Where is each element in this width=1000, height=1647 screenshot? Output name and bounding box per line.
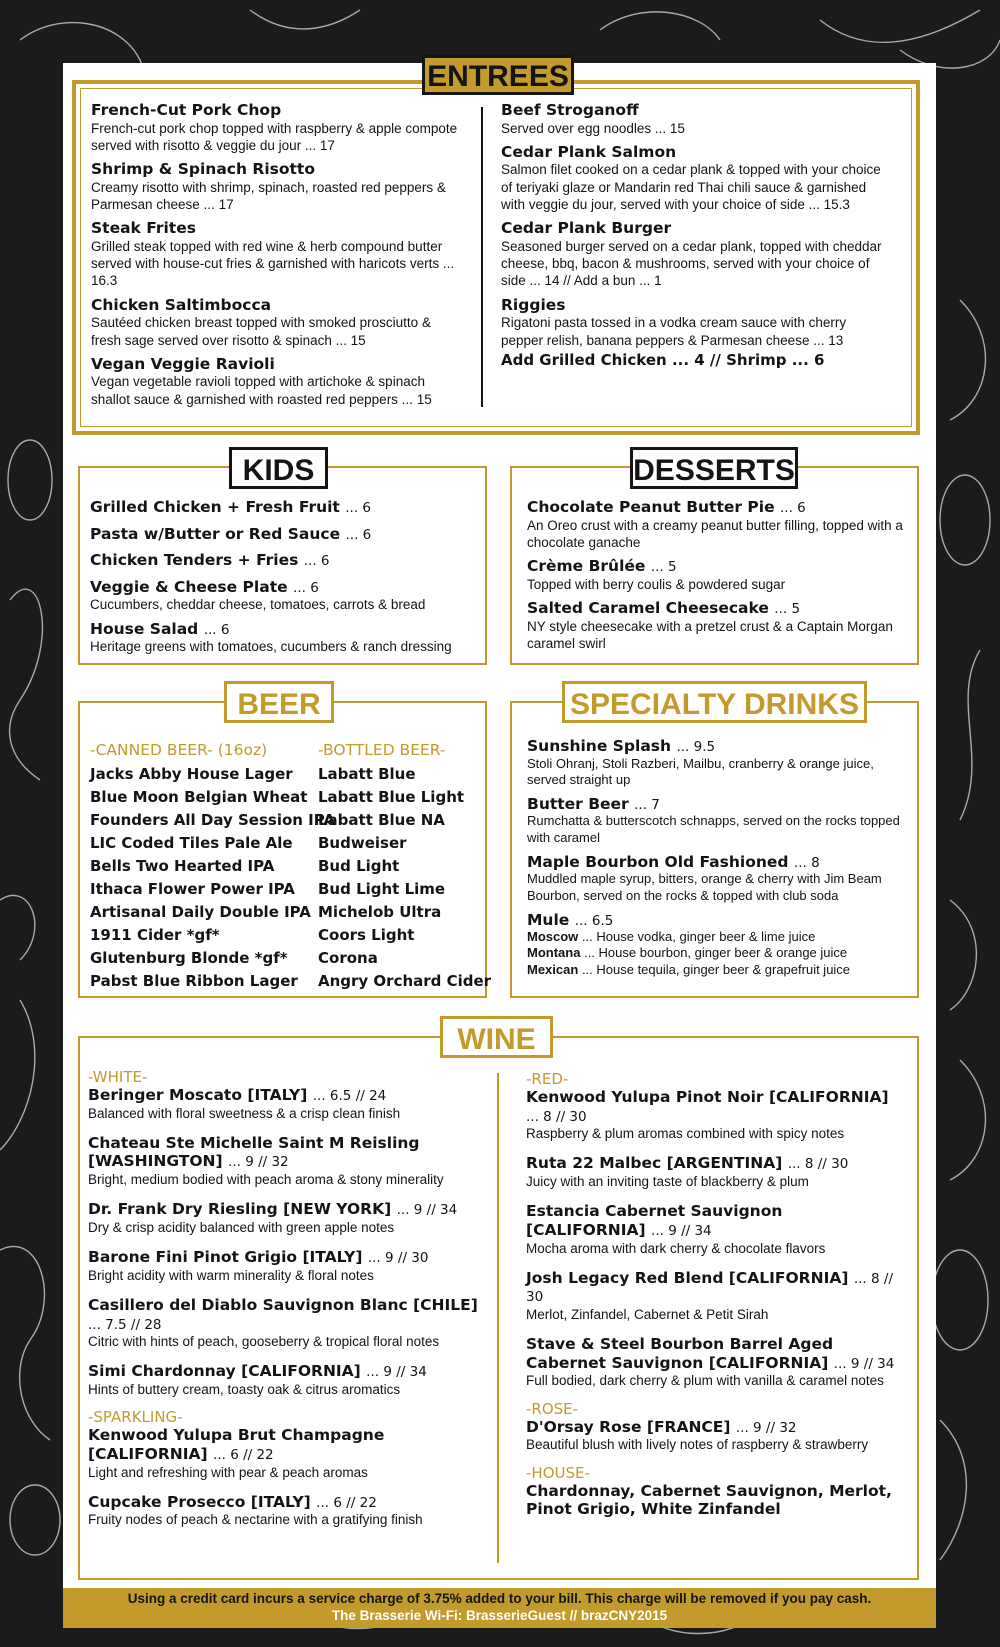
wine-name-line [526, 1418, 906, 1437]
wine-name: Stave & Steel Bourbon Barrel Aged Cabernet Sauvignon [CALIFORNIA] [526, 1335, 834, 1372]
specialty-drinks-title: SPECIALTY DRINKS [562, 681, 867, 723]
entree-desc: Sautéed chicken breast topped with smoked prosciutto & fresh sage served over risotto & spinach ... 15 [91, 315, 431, 348]
wine-price: ... 9 // 34 [366, 1364, 427, 1381]
house-wines: Chardonnay, Cabernet Sauvignon, Merlot, Pinot Grigio, White Zinfandel [526, 1481, 892, 1519]
entree-name: Beef Stroganoff [501, 101, 639, 119]
wine-desc: Full bodied, dark cherry & plum with vanilla & caramel notes [526, 1373, 884, 1389]
wine-name: Josh Legacy Red Blend [CALIFORNIA] [526, 1268, 849, 1287]
wine-desc: Bright, medium bodied with peach aroma & stony minerality [88, 1172, 444, 1188]
wine-name-line [88, 1134, 483, 1171]
kids-item [90, 620, 480, 639]
dessert-name: Crème Brûlée [527, 557, 646, 576]
kids-item-price: ... 6 [345, 526, 372, 543]
wine-item [88, 1134, 483, 1188]
wine-name: Chateau Ste Michelle Saint M Reisling [WASHINGTON] [88, 1133, 420, 1171]
drink-name: Butter Beer [527, 794, 629, 813]
entrees-right-column [501, 101, 886, 369]
wifi-info: The Brasserie Wi-Fi: BrasserieGuest // brazCNY2015 [331, 1607, 668, 1623]
wine-desc: Merlot, Zinfandel, Cabernet & Petit Sirah [526, 1306, 769, 1322]
canned-beer-column [90, 741, 335, 995]
beer-list-item: Blue Moon Belgian Wheat [90, 788, 308, 806]
footer-bar [63, 1588, 936, 1628]
kids-item [90, 551, 480, 570]
entree-name: French-Cut Pork Chop [91, 101, 282, 119]
kids-item-name: Chicken Tenders + Fries [90, 551, 299, 570]
wine-item [526, 1418, 906, 1454]
drink-name-line [527, 737, 915, 756]
drink-price: ... 8 [793, 854, 820, 871]
beer-list-item: LIC Coded Tiles Pale Ale [90, 834, 293, 852]
entree-desc: Rigatoni pasta tossed in a vodka cream sauce with cherry pepper relish, banana peppers & Parmesan cheese ... 13 [501, 315, 847, 348]
mule-variant-desc: ... House tequila, ginger beer & grapefruit juice [581, 961, 851, 977]
mule-variant [527, 945, 915, 961]
beer-list-item: Artisanal Daily Double IPA [90, 903, 311, 921]
beer-list-item: Founders All Day Session IPA [90, 811, 335, 829]
wine-name: Beringer Moscato [ITALY] [88, 1086, 308, 1104]
entree-name: Cedar Plank Salmon [501, 142, 677, 161]
entree-item [91, 296, 461, 349]
wine-item [88, 1248, 483, 1284]
mule-variant [527, 929, 915, 945]
wine-name: Casillero del Diablo Sauvignon Blanc [CHILE] [88, 1296, 478, 1315]
wine-item [88, 1086, 483, 1122]
beer-list-item: Bud Light Lime [318, 880, 446, 898]
entree-name: Shrimp & Spinach Risotto [91, 160, 315, 179]
mule-variant-desc: ... House vodka, ginger beer & lime juice [581, 929, 816, 945]
mule-variant-name: Mexican [527, 961, 579, 977]
wine-name: Kenwood Yulupa Pinot Noir [CALIFORNIA] [526, 1088, 889, 1106]
entree-desc: Creamy risotto with shrimp, spinach, roasted red peppers & Parmesan cheese ... 17 [91, 179, 446, 212]
entrees-inner-frame [80, 88, 912, 427]
beer-list-item: Angry Orchard Cider [318, 972, 492, 990]
wine-desc: Balanced with floral sweetness & a crisp clean finish [88, 1105, 401, 1121]
entrees-section [72, 80, 920, 435]
entree-desc: Vegan vegetable ravioli topped with artichoke & spinach shallot sauce & garnished with roasted red peppers ... 15 [91, 374, 432, 407]
kids-item-price: ... 6 [293, 579, 319, 596]
specialty-drinks-list [527, 737, 915, 984]
desserts-section [510, 466, 919, 665]
entree-desc: Grilled steak topped with red wine & herb compound butter served with house-cut fries & garnished with haricots verts ... 16.3 [91, 238, 455, 289]
dessert-price: ... 5 [774, 600, 801, 617]
entree-item [501, 219, 886, 289]
mule-variant-name: Moscow [527, 929, 579, 945]
dessert-desc: Topped with berry coulis & powdered sugar [527, 576, 786, 592]
kids-list [90, 498, 480, 656]
wine-price: ... 9 // 34 [833, 1355, 895, 1372]
wine-desc: Mocha aroma with dark cherry & chocolate flavors [526, 1240, 826, 1256]
entree-name: Cedar Plank Burger [501, 219, 672, 238]
wine-left-column [88, 1068, 483, 1535]
wine-name-line [526, 1088, 906, 1125]
wine-name: Estancia Cabernet Sauvignon [CALIFORNIA] [526, 1202, 783, 1239]
wine-price: ... 6 // 22 [213, 1446, 274, 1463]
entree-addon-line: Add Grilled Chicken ... 4 // Shrimp ... 6 [501, 350, 825, 369]
wine-rose-heading: -ROSE- [526, 1399, 579, 1418]
drink-item [527, 911, 915, 978]
beer-title: BEER [224, 681, 334, 723]
entree-name: Steak Frites [91, 219, 196, 238]
mule-variant-name: Montana [527, 945, 581, 961]
kids-item-price: ... 6 [203, 621, 230, 638]
entree-item [91, 219, 461, 289]
wine-name-line [88, 1362, 483, 1381]
wine-name-line [88, 1200, 483, 1219]
entree-item [501, 101, 886, 137]
drink-name-line [527, 911, 915, 930]
beer-list-item: 1911 Cider *gf* [90, 926, 220, 944]
beer-list-item: Labatt Blue [318, 765, 416, 783]
beer-list-item: Corona [318, 949, 378, 967]
drink-name: Mule [527, 910, 570, 929]
wine-price: ... 8 // 30 [526, 1108, 587, 1125]
wine-price: ... 9 // 34 [651, 1222, 712, 1239]
wine-column-divider [497, 1073, 499, 1563]
wine-price: ... 6.5 // 24 [312, 1088, 387, 1104]
drink-desc: Muddled maple syrup, bitters, orange & cherry with Jim Beam Bourbon, served on the rocks & topped with club soda [527, 871, 882, 903]
drink-price: ... 7 [634, 796, 660, 813]
beer-list-item: Bud Light [318, 857, 400, 875]
kids-item-name: House Salad [90, 619, 199, 638]
wine-name-line [88, 1086, 483, 1105]
entree-name: Riggies [501, 295, 566, 314]
wine-name-line [526, 1154, 906, 1173]
wine-name: Ruta 22 Malbec [ARGENTINA] [526, 1154, 783, 1173]
wine-house-heading: -HOUSE- [526, 1463, 590, 1482]
specialty-drinks-section [510, 701, 919, 998]
entrees-left-column [91, 101, 461, 414]
desserts-list [527, 498, 912, 658]
kids-item-price: ... 6 [303, 553, 330, 570]
wine-name: Barone Fini Pinot Grigio [ITALY] [88, 1248, 363, 1267]
wine-item [526, 1335, 906, 1389]
wine-desc: Light and refreshing with pear & peach aromas [88, 1464, 368, 1480]
entree-item [91, 160, 461, 213]
wine-item [88, 1362, 483, 1398]
kids-item-desc: Cucumbers, cheddar cheese, tomatoes, carrots & bread [90, 597, 426, 613]
entree-desc: Served over egg noodles ... 15 [501, 120, 685, 136]
drink-desc: Stoli Ohranj, Stoli Razberi, Mailbu, cranberry & orange juice, served straight up [527, 755, 874, 788]
wine-price: ... 8 // 30 [526, 1270, 893, 1306]
beer-list-item: Glutenburg Blonde *gf* [90, 949, 288, 967]
kids-item-name: Pasta w/Butter or Red Sauce [90, 524, 341, 543]
wine-item [526, 1202, 906, 1256]
bottled-beer-column [318, 741, 492, 995]
kids-item-name: Veggie & Cheese Plate [90, 577, 288, 596]
wine-price: ... 9 // 34 [396, 1202, 458, 1219]
drink-price: ... 9.5 [676, 739, 716, 755]
wine-sparkling-heading: -SPARKLING- [88, 1408, 183, 1427]
wine-desc: Beautiful blush with lively notes of raspberry & strawberry [526, 1437, 869, 1453]
dessert-item [527, 498, 912, 551]
drink-item [527, 737, 915, 789]
wine-price: ... 9 // 30 [367, 1250, 429, 1267]
dessert-name-line [527, 498, 912, 517]
wine-desc: Citric with hints of peach, gooseberry & tropical floral notes [88, 1334, 440, 1350]
dessert-desc: An Oreo crust with a creamy peanut butter filling, topped with a chocolate ganache [527, 517, 903, 550]
dessert-price: ... 5 [650, 559, 677, 576]
entree-desc: Seasoned burger served on a cedar plank, topped with cheddar cheese, bbq, bacon & mushrooms, served with your choice of side ... 14 // Add a bun ... 1 [501, 238, 882, 289]
wine-desc: Hints of buttery cream, toasty oak & citrus aromatics [88, 1382, 401, 1398]
drink-price: ... 6.5 [574, 912, 614, 929]
kids-section [78, 466, 487, 665]
wine-item [526, 1154, 906, 1190]
kids-title: KIDS [229, 447, 328, 489]
wine-price: ... 9 // 32 [735, 1419, 797, 1436]
beer-list-item: Coors Light [318, 926, 415, 944]
wine-name: Cupcake Prosecco [ITALY] [88, 1492, 311, 1511]
drink-name-line [527, 795, 915, 814]
canned-beer-heading: -CANNED BEER- (16oz) [90, 741, 268, 759]
drink-name: Maple Bourbon Old Fashioned [527, 852, 789, 871]
beer-list-item: Budweiser [318, 834, 407, 852]
credit-card-notice: Using a credit card incurs a service charge of 3.75% added to your bill. This charge will be removed if you pay cash. [127, 1591, 872, 1606]
wine-desc: Bright acidity with warm minerality & floral notes [88, 1267, 374, 1283]
wine-item [526, 1088, 906, 1142]
wine-white-heading: -WHITE- [88, 1068, 148, 1086]
dessert-price: ... 6 [780, 500, 806, 516]
wine-title: WINE [440, 1016, 553, 1058]
drink-item [527, 795, 915, 847]
wine-desc: Juicy with an inviting taste of blackberry & plum [526, 1174, 809, 1190]
wine-section [78, 1036, 919, 1580]
entree-name: Vegan Veggie Ravioli [91, 354, 275, 373]
kids-item [90, 578, 480, 597]
beer-list-item: Michelob Ultra [318, 903, 442, 921]
entree-item [501, 296, 886, 349]
wine-name-line [88, 1493, 483, 1512]
dessert-desc: NY style cheesecake with a pretzel crust & a Captain Morgan caramel swirl [527, 618, 893, 651]
wine-name-line [88, 1248, 483, 1267]
wine-name: Simi Chardonnay [CALIFORNIA] [88, 1362, 361, 1381]
dessert-item [527, 557, 912, 593]
wine-name-line [88, 1296, 483, 1333]
wine-price: ... 7.5 // 28 [88, 1316, 162, 1333]
kids-item-name: Grilled Chicken + Fresh Fruit [90, 498, 340, 516]
wine-price: ... 6 // 22 [316, 1494, 377, 1511]
beer-section [78, 701, 492, 998]
wine-red-heading: -RED- [526, 1070, 569, 1088]
wine-item [88, 1493, 483, 1529]
wine-name-line [526, 1335, 906, 1372]
wine-desc: Raspberry & plum aromas combined with spicy notes [526, 1126, 845, 1142]
kids-item-price: ... 6 [345, 500, 372, 516]
kids-item [90, 525, 480, 544]
entree-item [91, 101, 461, 154]
drink-name: Sunshine Splash [527, 737, 672, 755]
kids-item [90, 498, 480, 517]
wine-name-line [88, 1426, 483, 1463]
wine-desc: Dry & crisp acidity balanced with green apple notes [88, 1219, 395, 1235]
wine-price: ... 9 // 32 [228, 1154, 289, 1171]
wine-name: D'Orsay Rose [FRANCE] [526, 1417, 731, 1436]
wine-item [88, 1426, 483, 1480]
wine-name: Kenwood Yulupa Brut Champagne [CALIFORNIA] [88, 1426, 385, 1463]
drink-name-line [527, 853, 915, 872]
entree-item [501, 143, 886, 213]
mule-variant [527, 962, 915, 978]
wine-item [526, 1269, 906, 1323]
wine-item [88, 1296, 483, 1350]
wine-item [88, 1200, 483, 1236]
beer-list-item: Bells Two Hearted IPA [90, 857, 275, 875]
mule-variant-desc: ... House bourbon, ginger beer & orange juice [584, 945, 848, 961]
desserts-title: DESSERTS [630, 447, 798, 489]
kids-item-desc: Heritage greens with tomatoes, cucumbers & ranch dressing [90, 639, 452, 655]
beer-list-item: Labatt Blue Light [318, 788, 465, 806]
entree-name: Chicken Saltimbocca [91, 295, 272, 314]
beer-list-item: Pabst Blue Ribbon Lager [90, 972, 298, 990]
beer-list-item: Jacks Abby House Lager [90, 765, 293, 783]
dessert-name-line [527, 599, 912, 618]
wine-price: ... 8 // 30 [787, 1156, 849, 1173]
entree-item [91, 355, 461, 408]
wine-name-line [526, 1269, 906, 1306]
entrees-title: ENTREES [422, 55, 574, 95]
wine-right-column [526, 1070, 906, 1519]
dessert-item [527, 599, 912, 652]
entree-desc: French-cut pork chop topped with raspberry & apple compote served with risotto & veggie du jour ... 17 [91, 120, 458, 153]
dessert-name-line [527, 557, 912, 576]
drink-item [527, 853, 915, 905]
entree-desc: Salmon filet cooked on a cedar plank & topped with your choice of teriyaki glaze or Mandarin red Thai chili sauce & garnished with veggie du jour, served with your choice of side ... 15.3 [501, 162, 881, 212]
entrees-column-divider [481, 107, 483, 407]
bottled-beer-heading: -BOTTLED BEER- [318, 741, 446, 759]
dessert-name: Salted Caramel Cheesecake [527, 598, 769, 617]
dessert-name: Chocolate Peanut Butter Pie [527, 498, 775, 516]
wine-desc: Fruity nodes of peach & nectarine with a gratifying finish [88, 1512, 423, 1528]
beer-list-item: Ithaca Flower Power IPA [90, 880, 295, 898]
wine-name-line [526, 1202, 906, 1239]
drink-desc: Rumchatta & butterscotch schnapps, served on the rocks topped with caramel [527, 813, 900, 846]
wine-name: Dr. Frank Dry Riesling [NEW YORK] [88, 1200, 392, 1219]
beer-list-item: Labatt Blue NA [318, 811, 445, 829]
